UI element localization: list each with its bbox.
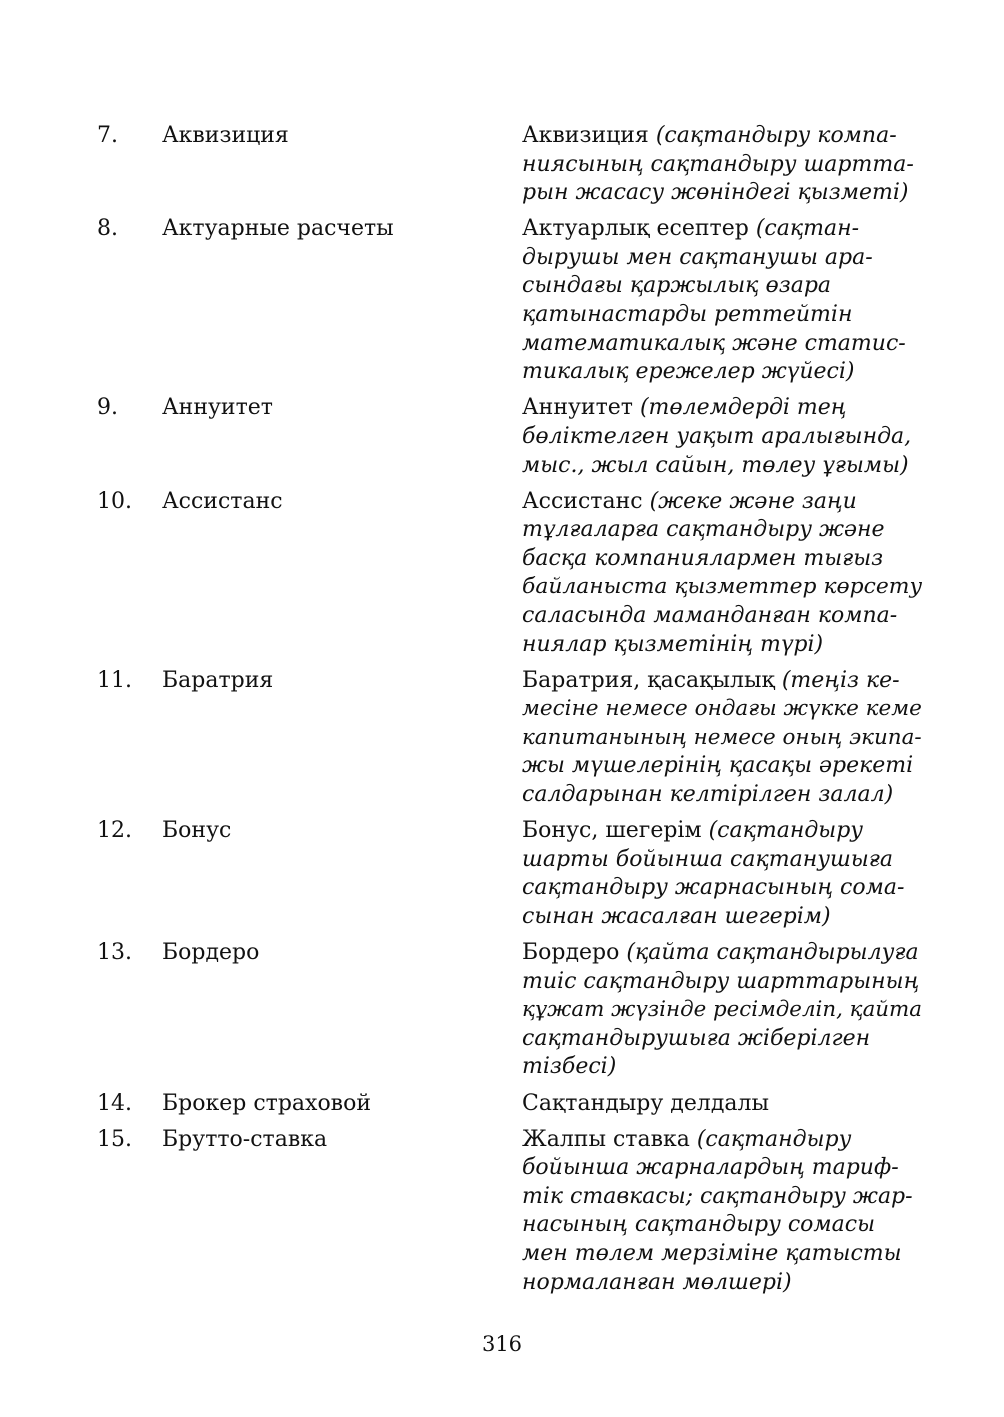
kazakh-translation	[522, 1126, 922, 1298]
russian-term: Бордеро	[162, 940, 260, 966]
kazakh-term: Бордеро	[522, 940, 627, 966]
definition-line: бойынша жарналардың тариф-	[522, 1155, 899, 1181]
kazakh-term: Бонус, шегерім	[522, 818, 709, 844]
definition-line: тикалық ережелер жүйесі)	[522, 359, 855, 385]
kazakh-translation	[522, 817, 922, 931]
glossary-row	[97, 1090, 927, 1119]
glossary-row	[97, 939, 927, 1082]
definition-line: ниясының сақтандыру шартта-	[522, 151, 914, 177]
kazakh-term: Баратрия, қасақылық	[522, 667, 782, 693]
definition-line: бөліктелген уақыт аралығында,	[522, 423, 912, 449]
entry-number: 14.	[97, 1090, 132, 1116]
kazakh-translation	[522, 1090, 922, 1119]
definition-line: тиіс сақтандыру шарттарының	[522, 968, 920, 994]
russian-term: Аквизиция	[162, 123, 289, 148]
glossary-row	[97, 394, 927, 480]
russian-term: Баратрия	[162, 667, 274, 693]
kazakh-translation	[522, 122, 922, 208]
definition-line: месіне немесе ондағы жүкке кеме	[522, 696, 922, 722]
definition-line: шарты бойынша сақтанушыға	[522, 846, 893, 872]
definition-line: (сақтан-	[755, 216, 860, 242]
definition-line: сынан жасалған шегерім)	[522, 903, 831, 929]
glossary-table	[97, 122, 927, 1305]
entry-number: 9.	[97, 395, 118, 421]
definition-line: капитанының немесе оның экипа-	[522, 724, 922, 750]
definition-line: мен төлем мерзіміне қатысты	[522, 1240, 902, 1266]
kazakh-term: Аннуитет	[522, 395, 640, 421]
kazakh-term: Ассистанс	[522, 488, 650, 514]
kazakh-term: Аквизиция	[522, 123, 656, 148]
kazakh-translation	[522, 939, 922, 1082]
kazakh-term: Сақтандыру делдалы	[522, 1090, 769, 1116]
definition-line: сақтандырушыға жіберілген	[522, 1025, 871, 1051]
kazakh-term: Жалпы ставка	[522, 1126, 697, 1152]
glossary-row	[97, 817, 927, 931]
definition-line: (қайта сақтандырылуға	[626, 940, 919, 966]
glossary-row	[97, 1126, 927, 1298]
definition-line: саласында маманданған компа-	[522, 603, 898, 628]
definition-line: дырушы мен сақтанушы ара-	[522, 244, 873, 270]
kazakh-term: Актуарлық есептер	[522, 216, 756, 242]
glossary-row	[97, 488, 927, 660]
definition-line: тұлғаларға сақтандыру және	[522, 517, 885, 543]
definition-line: математикалық және статис-	[522, 330, 906, 356]
definition-line: байланыста қызметтер көрсету	[522, 574, 923, 600]
entry-number: 11.	[97, 667, 132, 693]
kazakh-translation	[522, 667, 922, 810]
russian-term: Аннуитет	[162, 395, 273, 421]
entry-number: 13.	[97, 940, 132, 966]
page-number: 316	[481, 1332, 523, 1356]
definition-line: (теңіз ке-	[781, 667, 900, 693]
russian-term: Бонус	[162, 818, 232, 844]
definition-line: нормаланған мөлшері)	[522, 1269, 792, 1295]
entry-number: 7.	[97, 123, 118, 148]
definition-line: сақтандыру жарнасының сома-	[522, 875, 905, 901]
russian-term: Брокер страховой	[162, 1090, 371, 1116]
definition-line: (сақтандыру компа-	[655, 123, 897, 148]
russian-term: Ассистанс	[162, 488, 283, 514]
definition-line: тізбесі)	[522, 1054, 617, 1080]
glossary-row	[97, 667, 927, 810]
definition-line: мыс., жыл сайын, төлеу ұғымы)	[522, 452, 909, 478]
definition-line: (жеке және заңи	[649, 488, 857, 514]
definition-line: (сақтандыру	[708, 818, 864, 844]
kazakh-translation	[522, 394, 922, 480]
entry-number: 8.	[97, 216, 118, 242]
entry-number: 10.	[97, 488, 132, 514]
definition-line: ниялар қызметінің түрі)	[522, 631, 824, 657]
definition-line: сындағы қаржылық өзара	[522, 273, 832, 299]
definition-line: құжат жүзінде ресімделіп, қайта	[522, 997, 923, 1023]
definition-line: салдарынан келтірілген залал)	[522, 782, 894, 808]
definition-line: басқа компаниялармен тығыз	[522, 545, 884, 571]
definition-line: жы мүшелерінің қасақы әрекеті	[522, 753, 914, 779]
kazakh-translation	[522, 488, 922, 660]
russian-term: Брутто-ставка	[162, 1126, 328, 1152]
definition-line: насының сақтандыру сомасы	[522, 1212, 875, 1238]
definition-line: (сақтандыру	[696, 1126, 852, 1152]
kazakh-translation	[522, 215, 922, 387]
russian-term: Актуарные расчеты	[162, 216, 394, 242]
definition-line: (төлемдерді тең	[639, 395, 847, 421]
definition-line: рын жасасу жөніндегі қызметі)	[522, 180, 909, 206]
definition-line: тік ставкасы; сақтандыру жар-	[522, 1183, 913, 1209]
entry-number: 15.	[97, 1126, 132, 1152]
entry-number: 12.	[97, 818, 132, 844]
glossary-row	[97, 215, 927, 387]
glossary-row	[97, 122, 927, 208]
definition-line: қатынастарды реттейтін	[522, 302, 853, 328]
